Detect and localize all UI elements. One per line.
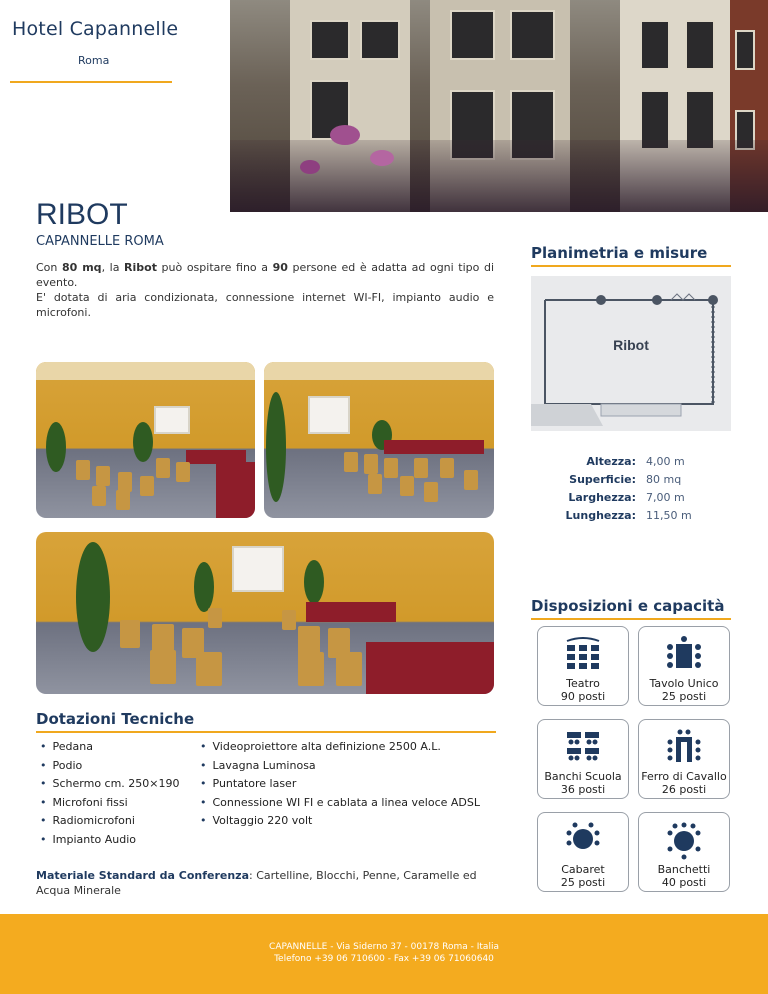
measure-value: 7,00 m xyxy=(646,491,685,504)
hotel-facade-photo xyxy=(230,0,768,212)
equipment-item: • Impianto Audio xyxy=(40,831,180,850)
banquet-icon xyxy=(664,821,704,861)
layout-label: Ferro di Cavallo 26 posti xyxy=(641,770,727,796)
single-table-icon xyxy=(664,635,704,675)
measure-value: 11,50 m xyxy=(646,509,692,522)
layout-card-ferro-di-cavallo xyxy=(638,719,730,799)
equipment-item: • Lavagna Luminosa xyxy=(200,757,480,776)
measure-label: Larghezza: xyxy=(568,491,636,504)
measure-value: 4,00 m xyxy=(646,455,685,468)
plan-section-divider xyxy=(531,265,731,267)
footer-contacts: Telefono +39 06 710600 - Fax +39 06 71060640 xyxy=(274,954,494,964)
equipment-item: • Microfoni fissi xyxy=(40,794,180,813)
layouts-section-divider xyxy=(531,618,731,620)
equipment-item: • Puntatore laser xyxy=(200,775,480,794)
classroom-icon xyxy=(563,728,603,768)
layout-card-banchetti xyxy=(638,812,730,892)
equipment-section-divider xyxy=(36,731,496,733)
layout-label: Banchi Scuola 36 posti xyxy=(544,770,622,796)
measure-label: Superficie: xyxy=(569,473,636,486)
room-photo-1 xyxy=(36,362,255,518)
equipment-item: • Podio xyxy=(40,757,180,776)
plan-section-title: Planimetria e misure xyxy=(531,244,708,262)
measure-value: 80 mq xyxy=(646,473,682,486)
measure-label: Lunghezza: xyxy=(565,509,636,522)
hotel-name: Hotel Capannelle xyxy=(12,18,179,40)
equipment-item: • Connessione WI FI e cablata a linea veloce ADSL xyxy=(200,794,480,813)
equipment-section-title: Dotazioni Tecniche xyxy=(36,710,195,728)
layout-card-cabaret xyxy=(537,812,629,892)
measure-label: Altezza: xyxy=(586,455,636,468)
equipment-item: • Pedana xyxy=(40,738,180,757)
equipment-item: • Radiomicrofoni xyxy=(40,812,180,831)
room-subtitle: CAPANNELLE ROMA xyxy=(36,234,164,249)
room-photo-2 xyxy=(264,362,494,518)
layout-label: Tavolo Unico 25 posti xyxy=(649,677,719,703)
footer-address: CAPANNELLE - Via Siderno 37 - 00178 Roma - Italia xyxy=(269,942,499,952)
header-divider xyxy=(10,81,172,83)
equipment-item: • Voltaggio 220 volt xyxy=(200,812,480,831)
equipment-item: • Schermo cm. 250×190 xyxy=(40,775,180,794)
layout-label: Cabaret 25 posti xyxy=(560,863,606,889)
floor-plan xyxy=(531,276,731,431)
layout-card-banchi-scuola xyxy=(537,719,629,799)
room-title: RIBOT xyxy=(36,198,128,231)
conference-materials: Materiale Standard da Conferenza: Cartelline, Blocchi, Penne, Caramelle ed Acqua Minerale xyxy=(36,869,477,897)
hotel-city: Roma xyxy=(78,54,110,67)
room-description: Con 80 mq, la Ribot può ospitare fino a 90 persone ed è adatta ad ogni tipo di evento. E' dotata di aria condizionata, connessione internet WI-FI, impianto audio e microfoni. xyxy=(36,261,494,319)
layout-label: Teatro 90 posti xyxy=(560,677,606,703)
plan-room-label: Ribot xyxy=(613,337,649,353)
layout-card-teatro xyxy=(537,626,629,706)
layouts-section-title: Disposizioni e capacità xyxy=(531,597,725,615)
cabaret-icon xyxy=(563,821,603,861)
equipment-list-right xyxy=(200,738,480,831)
equipment-list-left xyxy=(40,738,180,849)
horseshoe-icon xyxy=(664,728,704,768)
room-photo-3 xyxy=(36,532,494,694)
equipment-item: • Videoproiettore alta definizione 2500 A.L. xyxy=(200,738,480,757)
layout-label: Banchetti 40 posti xyxy=(657,863,711,889)
theatre-icon xyxy=(563,635,603,675)
layout-card-tavolo-unico xyxy=(638,626,730,706)
